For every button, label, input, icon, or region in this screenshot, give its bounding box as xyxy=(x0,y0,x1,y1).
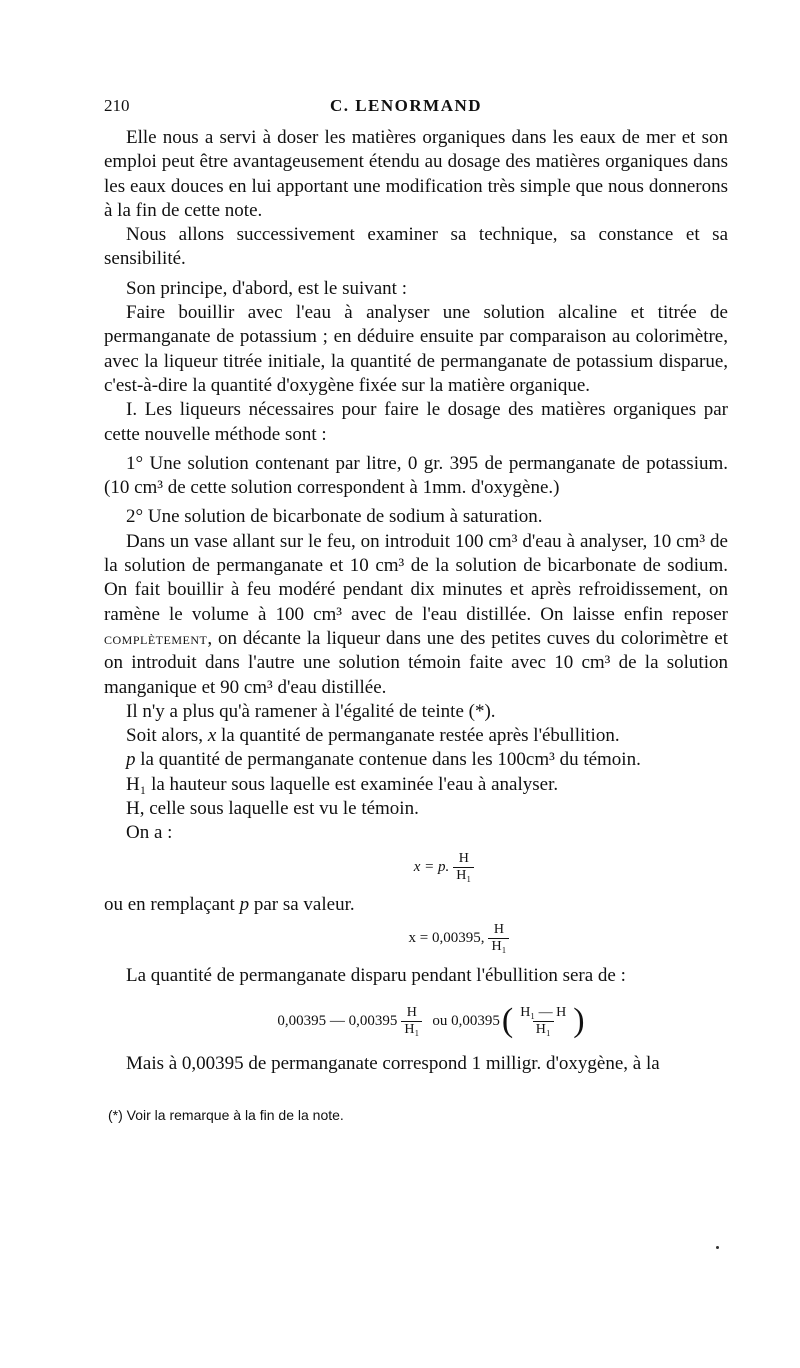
fraction xyxy=(517,1006,569,1037)
footnote: (*) Voir la remarque à la fin de la note. xyxy=(108,1106,344,1123)
formula-connector: ou 0,00395 xyxy=(432,1012,500,1029)
paragraph: La quantité de permanganate disparu pendant l'ébullition sera de : xyxy=(126,964,626,986)
paragraph: Nous allons successivement examiner sa technique, sa constance et sa sensibilité. xyxy=(104,224,728,270)
formula-1 xyxy=(104,852,728,883)
paragraph xyxy=(104,893,728,917)
body-text xyxy=(104,126,728,1077)
text-run: la quantité de permanganate restée après l'ébullition. xyxy=(216,725,620,747)
math-variable: x xyxy=(207,725,217,747)
fraction xyxy=(453,852,474,883)
fraction-numerator: H xyxy=(458,850,469,866)
formula-2 xyxy=(104,923,728,954)
paragraph: On a : xyxy=(126,822,173,844)
paragraph: Faire bouillir avec l'eau à analyser une solution alcaline et titrée de permanganate de potassium ; en déduire ensuite par comparaison au colorimètre, avec la liqueur titrée initiale, la quantité de permanganate de potassium disparue, c'est-à-dire la quantité d'oxygène fixée sur la matière organique. xyxy=(104,302,728,396)
running-head: C. LENORMAND xyxy=(329,96,483,115)
formula-lhs: x = p. xyxy=(413,858,450,875)
right-parenthesis: ) xyxy=(573,1002,585,1040)
paragraph: Son principe, d'abord, est le suivant : xyxy=(126,277,407,299)
text-run: par sa valeur. xyxy=(249,893,355,915)
fraction-denominator: H₁ xyxy=(488,938,509,954)
formula-lhs: x = 0,00395, xyxy=(408,929,485,946)
paragraph: Elle nous a servi à doser les matières organiques dans les eaux de mer et son emploi peut être avantageusement étendu au dosage des matières organiques dans les eaux douces en lui apportant une modification très simple que nous donnerons à la fin de cette note. xyxy=(104,127,728,221)
math-variable: p xyxy=(126,749,136,771)
left-parenthesis: ( xyxy=(501,1002,514,1040)
fraction xyxy=(488,923,509,954)
page-number: 210 xyxy=(104,96,130,115)
paragraph: H, celle sous laquelle est vu le témoin. xyxy=(126,798,419,820)
paragraph xyxy=(104,724,728,748)
formula-3 xyxy=(104,1004,728,1038)
fraction-denominator: H₁ xyxy=(453,867,474,883)
text-run: Soit alors, xyxy=(126,725,208,747)
fraction-denominator: H₁ xyxy=(533,1021,554,1037)
paragraph: Mais à 0,00395 de permanganate correspond 1 milligr. d'oxygène, à la xyxy=(126,1053,660,1075)
text-run: Dans un vase allant sur le feu, on introduit 100 cm³ d'eau à analyser, 10 cm³ de la solution de permanganate et 10 cm³ de la solution de bicarbonate de sodium. On fait bouillir à feu modéré pendant dix minutes et après refroidissement, on ramène le volume à 100 cm³ avec de l'eau distillée. On laisse enfin reposer xyxy=(104,530,728,625)
paragraph xyxy=(104,748,728,772)
formula-lhs: 0,00395 — 0,00395 xyxy=(277,1012,398,1029)
paragraph: 1° Une solution contenant par litre, 0 gr. 395 de permanganate de potassium. (10 cm³ de cette solution correspondent à 1mm. d'oxygène.) xyxy=(104,452,728,499)
text-run: ou en remplaçant xyxy=(104,893,240,915)
paragraph xyxy=(104,530,728,700)
paragraph: Il n'y a plus qu'à ramener à l'égalité de teinte (*). xyxy=(126,700,496,722)
page-header xyxy=(104,96,728,126)
fraction xyxy=(401,1006,422,1037)
text-run: la quantité de permanganate contenue dans les 100cm³ du témoin. xyxy=(135,749,641,771)
print-speck xyxy=(716,1246,719,1249)
math-variable: p xyxy=(239,893,250,915)
paragraph: I. Les liqueurs nécessaires pour faire le dosage des matières organiques par cette nouvelle méthode sont : xyxy=(104,399,728,445)
paragraph: 2° Une solution de bicarbonate de sodium à saturation. xyxy=(126,506,543,528)
fraction-numerator: H xyxy=(493,921,505,937)
fraction-numerator: H₁ — H xyxy=(520,1004,567,1020)
fraction-denominator: H₁ xyxy=(401,1021,422,1037)
fraction-numerator: H xyxy=(406,1004,417,1020)
emphasis-small-caps: complètement xyxy=(104,628,208,648)
text-run: , on décante la liqueur dans une des petites cuves du colorimètre et on introduit dans l'autre une solution témoin faite avec 10 cm³ de la solution manganique et 90 cm³ d'eau distillée. xyxy=(104,627,728,698)
paragraph: H₁ la hauteur sous laquelle est examinée l'eau à analyser. xyxy=(126,773,559,795)
